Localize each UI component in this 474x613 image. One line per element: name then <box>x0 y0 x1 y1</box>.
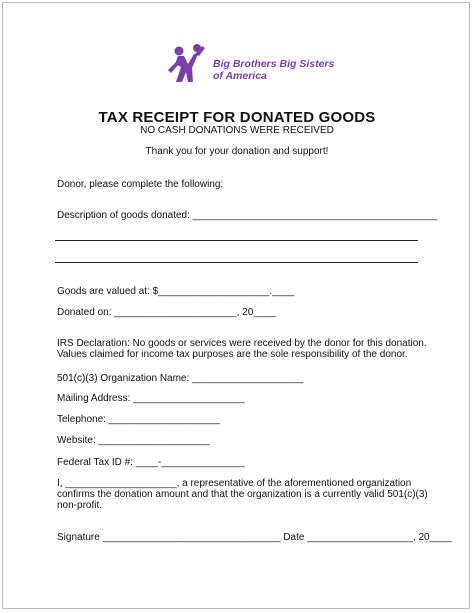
goods-value-field[interactable]: Goods are valued at: $____________________.____ <box>57 286 295 297</box>
irs-declaration-line-2: Values claimed for income tax purposes are the sole responsibility of the donor. <box>57 349 408 360</box>
irs-declaration-line-1: IRS Declaration: No goods or services were received by the donor for this donation. <box>57 338 427 349</box>
logo-text <box>213 58 334 82</box>
document-subtitle: NO CASH DONATIONS WERE RECEIVED <box>140 125 334 136</box>
page-border <box>2 2 470 609</box>
mailing-address-field[interactable]: Mailing Address: ____________________ <box>57 393 245 404</box>
donated-on-field[interactable]: Donated on: ______________________, 20____ <box>57 307 276 318</box>
website-field[interactable]: Website: ____________________ <box>57 435 210 446</box>
representative-line-1[interactable]: I, ____________________, a representative of the aforementioned organization <box>57 478 412 489</box>
logo-line-1: Big Brothers Big Sisters <box>213 58 335 70</box>
description-line-2[interactable] <box>55 240 418 241</box>
representative-line-3: non-profit. <box>57 500 103 511</box>
bbbs-logo-icon <box>162 42 212 84</box>
thank-you-note: Thank you for your donation and support! <box>145 146 329 157</box>
federal-tax-id-field[interactable]: Federal Tax ID #: ____-_______________ <box>57 457 245 468</box>
signature-date-field[interactable]: Signature ________________________________ Date ___________________, 20____ <box>57 532 452 543</box>
donor-prompt: Donor, please complete the following: <box>57 179 224 190</box>
document-title: TAX RECEIPT FOR DONATED GOODS <box>98 109 376 126</box>
description-line-3[interactable] <box>55 262 418 263</box>
telephone-field[interactable]: Telephone: ____________________ <box>57 414 220 425</box>
organization-name-field[interactable]: 501(c)(3) Organization Name: ____________________ <box>57 373 304 384</box>
description-field[interactable]: Description of goods donated: ____________________________________________ <box>57 210 438 221</box>
logo-line-2: of America <box>213 70 267 82</box>
representative-line-2: confirms the donation amount and that the organization is a currently valid 501(c)(3) <box>57 489 428 500</box>
